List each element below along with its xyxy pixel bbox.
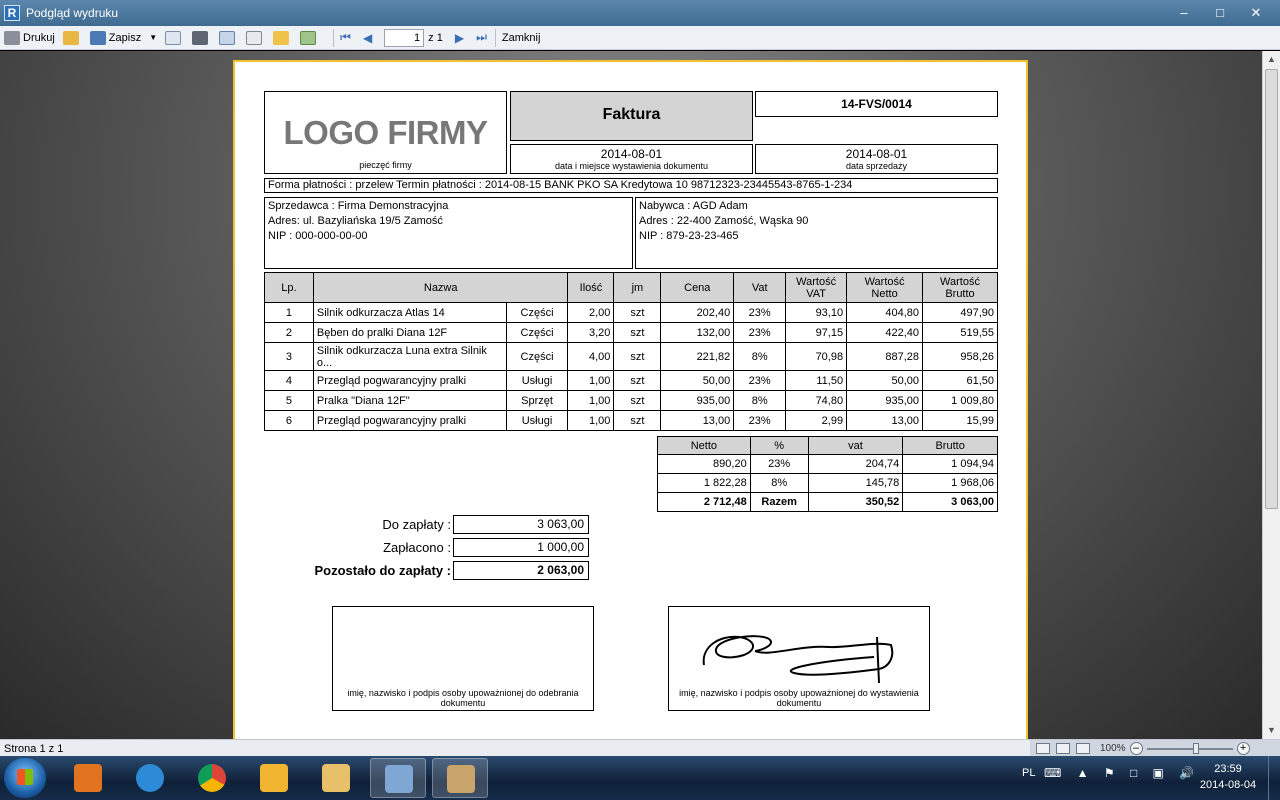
- col-qty: Ilość: [568, 273, 614, 303]
- buyer-nip: NIP : 879-23-23-465: [639, 230, 739, 242]
- window-titlebar: [0, 0, 1280, 26]
- cell-unit: szt: [614, 303, 661, 323]
- cell-vat: 8%: [734, 343, 786, 371]
- view-single-page-icon[interactable]: [1036, 743, 1050, 754]
- cell-gross: 958,26: [923, 343, 998, 371]
- explorer-button[interactable]: [308, 758, 364, 798]
- summary-col-pct: %: [750, 437, 808, 455]
- col-lp: Lp.: [265, 273, 314, 303]
- cell-lp: 3: [265, 343, 314, 371]
- window-title: Podgląd wydruku: [26, 6, 119, 20]
- pencil-icon: [273, 31, 289, 45]
- cell-name: Silnik odkurzacza Luna extra Silnik o...: [313, 343, 506, 371]
- company-logo-box: [264, 91, 507, 174]
- cell-qty: 1,00: [568, 391, 614, 411]
- media-player-button[interactable]: [60, 758, 116, 798]
- page-setup-icon: [246, 31, 262, 45]
- col-unit: jm: [614, 273, 661, 303]
- find-button[interactable]: [192, 28, 211, 48]
- cell-name: Bęben do pralki Diana 12F: [313, 323, 506, 343]
- cell-category: Części: [506, 303, 568, 323]
- folder-icon: [63, 31, 79, 45]
- maximize-button[interactable]: □: [1216, 5, 1224, 20]
- page-icon: [300, 31, 316, 45]
- paid-label: Zapłacono :: [383, 540, 451, 555]
- page-count-label: z 1: [428, 31, 443, 44]
- cell-price: 202,40: [661, 303, 734, 323]
- view-multi-page-icon[interactable]: [1076, 743, 1090, 754]
- cell-vat: 23%: [734, 303, 786, 323]
- cell-qty: 4,00: [568, 343, 614, 371]
- vertical-scrollbar[interactable]: [1262, 51, 1280, 739]
- monitor-icon: [385, 765, 413, 793]
- zoom-in-icon[interactable]: +: [1237, 742, 1250, 755]
- watermark-button[interactable]: [300, 28, 319, 48]
- cell-vat-value: 74,80: [786, 391, 847, 411]
- cell-price: 221,82: [661, 343, 734, 371]
- clock-time: 23:59: [1214, 763, 1242, 775]
- toolbar-separator: [495, 29, 496, 47]
- close-window-button[interactable]: ✕: [1250, 5, 1262, 20]
- summary-gross: 1 968,06: [903, 474, 998, 493]
- issue-date-box: [510, 144, 753, 174]
- summary-row: [658, 455, 998, 474]
- page-status: Strona 1 z 1: [4, 743, 64, 755]
- folder-icon: [322, 764, 350, 792]
- summary-row: [658, 474, 998, 493]
- summary-pct: 8%: [750, 474, 808, 493]
- cell-vat: 8%: [734, 391, 786, 411]
- total-net: 2 712,48: [658, 493, 751, 512]
- cell-name: Pralka "Diana 12F": [313, 391, 506, 411]
- chrome-button[interactable]: [184, 758, 240, 798]
- outlook-button[interactable]: [246, 758, 302, 798]
- zoom-slider-knob[interactable]: [1193, 743, 1199, 754]
- to-pay-value: 3 063,00: [453, 515, 589, 534]
- printer-icon: [4, 31, 20, 45]
- scroll-up-icon[interactable]: ▲: [1267, 54, 1276, 64]
- issue-date: 2014-08-01: [600, 147, 663, 161]
- chrome-icon: [198, 764, 226, 792]
- status-bar: [0, 739, 1280, 756]
- clock-date: 2014-08-04: [1199, 779, 1257, 791]
- col-name: Nazwa: [313, 273, 568, 303]
- issuer-signature-box: [668, 606, 930, 711]
- cell-lp: 5: [265, 391, 314, 411]
- cell-gross: 497,90: [923, 303, 998, 323]
- seller-nip: NIP : 000-000-00-00: [268, 230, 368, 242]
- remote-desktop-button[interactable]: [370, 758, 426, 798]
- summary-vat: 204,74: [808, 455, 903, 474]
- buyer-address: Adres : 22-400 Zamość, Wąska 90: [639, 215, 809, 227]
- table-row: [265, 323, 998, 343]
- layout-icon: [219, 31, 235, 45]
- zoom-level: 100%: [1100, 742, 1126, 754]
- show-desktop-button[interactable]: [1268, 756, 1280, 800]
- cell-price: 132,00: [661, 323, 734, 343]
- cell-net: 404,80: [847, 303, 923, 323]
- clock[interactable]: [1188, 761, 1268, 793]
- app-icon: R: [4, 5, 20, 21]
- summary-total-row: [658, 493, 998, 512]
- table-row: [265, 411, 998, 431]
- print-label: Drukuj: [23, 31, 55, 44]
- open-button[interactable]: [63, 28, 82, 48]
- cell-qty: 2,00: [568, 303, 614, 323]
- total-gross: 3 063,00: [903, 493, 998, 512]
- cell-gross: 519,55: [923, 323, 998, 343]
- summary-vat: 145,78: [808, 474, 903, 493]
- col-net-value: Wartość Netto: [847, 273, 923, 303]
- cell-vat: 23%: [734, 371, 786, 391]
- save-label: Zapisz: [108, 31, 142, 44]
- summary-net: 1 822,28: [658, 474, 751, 493]
- cell-price: 50,00: [661, 371, 734, 391]
- cell-name: Przegląd pogwarancyjny pralki: [313, 371, 506, 391]
- cell-vat-value: 70,98: [786, 343, 847, 371]
- binoculars-icon: [192, 31, 208, 45]
- buyer-box: [635, 197, 998, 269]
- summary-gross: 1 094,94: [903, 455, 998, 474]
- table-row: [265, 371, 998, 391]
- cell-unit: szt: [614, 343, 661, 371]
- payment-terms: Forma płatności : przelew Termin płatności : 2014-08-15 BANK PKO SA Kredytowa 10 98712323-23445543-8765-1-234: [264, 178, 998, 193]
- app-icon: [447, 765, 475, 793]
- cell-net: 935,00: [847, 391, 923, 411]
- language-indicator[interactable]: PL: [1022, 767, 1036, 779]
- previous-page-icon[interactable]: ◀: [362, 30, 373, 45]
- summary-col-gross: Brutto: [903, 437, 998, 455]
- cell-net: 50,00: [847, 371, 923, 391]
- issuer-signature-caption: imię, nazwisko i podpis osoby upoważnionej do wystawienia dokumentu: [679, 688, 919, 708]
- cell-name: Silnik odkurzacza Atlas 14: [313, 303, 506, 323]
- cell-category: Części: [506, 343, 568, 371]
- close-preview-button[interactable]: Zamknij: [501, 31, 541, 44]
- handwritten-signature: [699, 627, 899, 687]
- first-page-icon[interactable]: ⏮: [340, 30, 351, 44]
- cell-vat-value: 97,15: [786, 323, 847, 343]
- col-price: Cena: [661, 273, 734, 303]
- cell-category: Usługi: [506, 411, 568, 431]
- summary-pct: 23%: [750, 455, 808, 474]
- document-type: Faktura: [510, 91, 753, 141]
- media-player-icon: [74, 764, 102, 792]
- sale-date-box: [755, 144, 998, 174]
- app-taskbar-button[interactable]: [432, 758, 488, 798]
- items-table: [264, 272, 998, 431]
- last-page-icon[interactable]: ⏭: [476, 30, 487, 44]
- seller-name: Sprzedawca : Firma Demonstracyjna: [268, 200, 449, 212]
- cell-category: Części: [506, 323, 568, 343]
- minimize-button[interactable]: –: [1180, 5, 1188, 20]
- cell-unit: szt: [614, 371, 661, 391]
- save-button[interactable]: [90, 28, 157, 48]
- cell-vat-value: 93,10: [786, 303, 847, 323]
- logo-text: LOGO FIRMY: [283, 114, 488, 151]
- cell-vat-value: 11,50: [786, 371, 847, 391]
- table-row: [265, 343, 998, 371]
- cell-price: 935,00: [661, 391, 734, 411]
- seller-address: Adres: ul. Bazyliańska 19/5 Zamość: [268, 215, 443, 227]
- toolbar-separator: [333, 29, 334, 47]
- internet-explorer-button[interactable]: [122, 758, 178, 798]
- cell-lp: 1: [265, 303, 314, 323]
- cell-net: 422,40: [847, 323, 923, 343]
- logo-caption: pieczęć firmy: [359, 160, 412, 170]
- cell-unit: szt: [614, 323, 661, 343]
- col-vat-value: Wartość VAT: [786, 273, 847, 303]
- cell-qty: 1,00: [568, 411, 614, 431]
- cell-gross: 15,99: [923, 411, 998, 431]
- sale-date: 2014-08-01: [845, 147, 908, 161]
- view-page-width-icon[interactable]: [1056, 743, 1070, 754]
- zoom-controls: [1030, 740, 1280, 757]
- preview-viewport: [0, 51, 1262, 739]
- cell-vat-value: 2,99: [786, 411, 847, 431]
- envelope-icon: [165, 31, 181, 45]
- cell-lp: 2: [265, 323, 314, 343]
- chevron-down-icon[interactable]: ▼: [149, 33, 158, 42]
- cell-qty: 3,20: [568, 323, 614, 343]
- col-gross-value: Wartość Brutto: [923, 273, 998, 303]
- cell-price: 13,00: [661, 411, 734, 431]
- print-button[interactable]: [4, 28, 55, 48]
- page-setup-button[interactable]: [246, 28, 265, 48]
- summary-col-vat: vat: [808, 437, 903, 455]
- cell-qty: 1,00: [568, 371, 614, 391]
- zoom-slider[interactable]: [1147, 748, 1233, 750]
- internet-explorer-icon: [136, 764, 164, 792]
- tray-icons[interactable]: ⌨ ▲ ⚑ □ ▣ 🔊: [1044, 766, 1201, 780]
- cell-vat: 23%: [734, 323, 786, 343]
- summary-col-net: Netto: [658, 437, 751, 455]
- cell-name: Przegląd pogwarancyjny pralki: [313, 411, 506, 431]
- cell-category: Usługi: [506, 371, 568, 391]
- outlook-icon: [260, 764, 288, 792]
- invoice-number: 14-FVS/0014: [755, 91, 998, 117]
- start-button[interactable]: [4, 758, 46, 798]
- table-row: [265, 391, 998, 411]
- col-vat: Vat: [734, 273, 786, 303]
- scroll-down-icon[interactable]: ▼: [1267, 725, 1276, 735]
- cell-lp: 6: [265, 411, 314, 431]
- windows-taskbar: [0, 756, 1280, 800]
- to-pay-label: Do zapłaty :: [382, 517, 451, 532]
- email-button[interactable]: [165, 28, 184, 48]
- cell-gross: 61,50: [923, 371, 998, 391]
- preview-toolbar: [0, 26, 1280, 50]
- issue-date-caption: data i miejsce wystawienia dokumentu: [554, 161, 709, 171]
- sale-date-caption: data sprzedaży: [845, 161, 908, 171]
- invoice-page: [233, 60, 1028, 739]
- page-number-input[interactable]: 1: [384, 29, 424, 47]
- cell-category: Sprzęt: [506, 391, 568, 411]
- cell-lp: 4: [265, 371, 314, 391]
- zoom-out-icon[interactable]: –: [1130, 742, 1143, 755]
- total-label: Razem: [750, 493, 808, 512]
- remaining-value: 2 063,00: [453, 561, 589, 580]
- receiver-signature-box: [332, 606, 594, 711]
- summary-net: 890,20: [658, 455, 751, 474]
- page-layout-button[interactable]: [219, 28, 238, 48]
- cell-net: 887,28: [847, 343, 923, 371]
- disk-icon: [90, 31, 106, 45]
- remaining-label: Pozostało do zapłaty :: [314, 563, 451, 578]
- scrollbar-thumb[interactable]: [1265, 69, 1278, 509]
- edit-button[interactable]: [273, 28, 292, 48]
- vat-summary-table: [657, 436, 998, 512]
- cell-net: 13,00: [847, 411, 923, 431]
- table-row: [265, 303, 998, 323]
- cell-unit: szt: [614, 391, 661, 411]
- windows-logo-icon: [17, 769, 33, 785]
- total-vat: 350,52: [808, 493, 903, 512]
- cell-vat: 23%: [734, 411, 786, 431]
- next-page-icon[interactable]: ▶: [454, 30, 465, 45]
- cell-gross: 1 009,80: [923, 391, 998, 411]
- seller-box: [264, 197, 633, 269]
- paid-value: 1 000,00: [453, 538, 589, 557]
- cell-unit: szt: [614, 411, 661, 431]
- buyer-name: Nabywca : AGD Adam: [639, 200, 748, 212]
- receiver-signature-caption: imię, nazwisko i podpis osoby upoważnionej do odebrania dokumentu: [347, 688, 579, 708]
